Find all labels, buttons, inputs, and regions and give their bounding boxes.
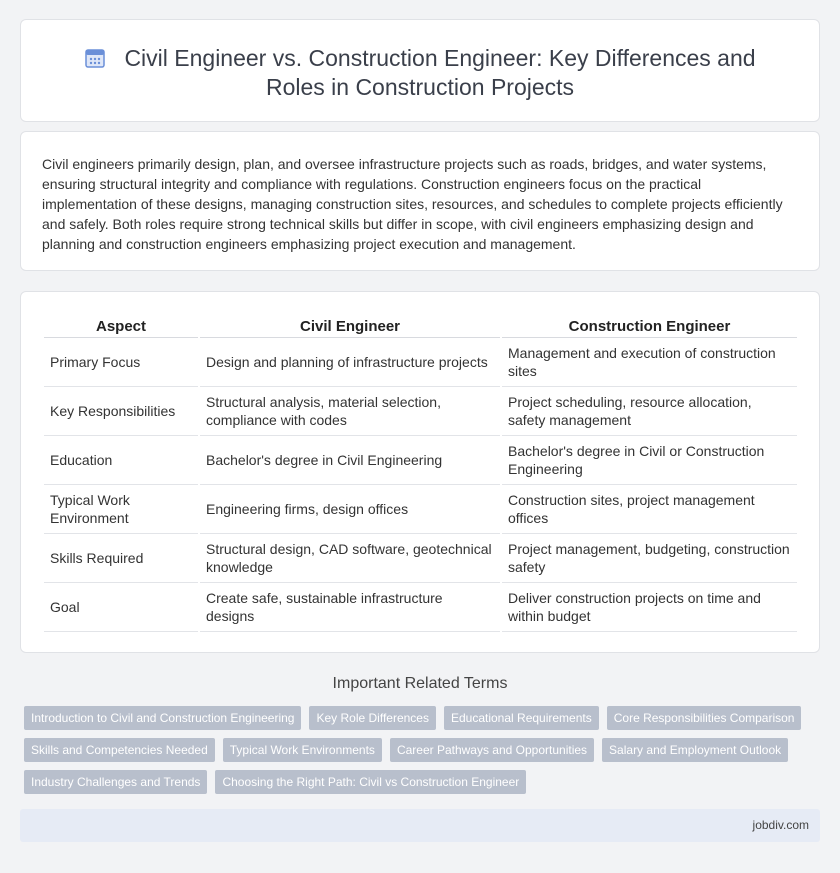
cell-civil: Create safe, sustainable infrastructure designs [200, 583, 500, 632]
related-terms-tags [24, 706, 814, 802]
table-row [44, 583, 797, 632]
footer-bar [20, 809, 820, 842]
cell-aspect: Key Responsibilities [44, 387, 198, 436]
related-term-tag[interactable]: Skills and Competencies Needed [24, 738, 215, 762]
related-term-tag[interactable]: Core Responsibilities Comparison [607, 706, 802, 730]
cell-construction: Bachelor's degree in Civil or Construction Engineering [502, 436, 797, 485]
header-card [20, 19, 820, 122]
cell-construction: Project management, budgeting, construction safety [502, 534, 797, 583]
related-term-tag[interactable]: Industry Challenges and Trends [24, 770, 207, 794]
table-row [44, 338, 797, 387]
comparison-table [42, 314, 799, 632]
related-term-tag[interactable]: Typical Work Environments [223, 738, 382, 762]
header-civil-engineer: Civil Engineer [200, 314, 500, 338]
cell-aspect: Goal [44, 583, 198, 632]
related-term-tag[interactable]: Choosing the Right Path: Civil vs Construction Engineer [215, 770, 526, 794]
related-term-tag[interactable]: Key Role Differences [309, 706, 436, 730]
tag-row [24, 770, 814, 794]
cell-construction: Deliver construction projects on time and within budget [502, 583, 797, 632]
table-row [44, 534, 797, 583]
comparison-table-card [20, 291, 820, 653]
header-construction-engineer: Construction Engineer [502, 314, 797, 338]
page-title-text: Civil Engineer vs. Construction Engineer: Key Differences and Roles in Construction Projects [124, 45, 756, 100]
footer-site-link[interactable]: jobdiv.com [752, 818, 809, 832]
cell-construction: Construction sites, project management offices [502, 485, 797, 534]
related-term-tag[interactable]: Salary and Employment Outlook [602, 738, 788, 762]
cell-civil: Design and planning of infrastructure projects [200, 338, 500, 387]
calendar-icon [84, 47, 106, 69]
tag-row [24, 706, 814, 730]
cell-civil: Engineering firms, design offices [200, 485, 500, 534]
tag-row [24, 738, 814, 762]
related-term-tag[interactable]: Educational Requirements [444, 706, 599, 730]
related-term-tag[interactable]: Introduction to Civil and Construction Engineering [24, 706, 301, 730]
cell-construction: Management and execution of construction sites [502, 338, 797, 387]
cell-aspect: Typical Work Environment [44, 485, 198, 534]
related-term-tag[interactable]: Career Pathways and Opportunities [390, 738, 594, 762]
table-row [44, 485, 797, 534]
intro-card [20, 131, 820, 271]
cell-aspect: Primary Focus [44, 338, 198, 387]
cell-aspect: Skills Required [44, 534, 198, 583]
cell-civil: Structural design, CAD software, geotechnical knowledge [200, 534, 500, 583]
cell-construction: Project scheduling, resource allocation, safety management [502, 387, 797, 436]
page-title [60, 44, 780, 102]
table-row [44, 387, 797, 436]
table-row [44, 436, 797, 485]
cell-civil: Bachelor's degree in Civil Engineering [200, 436, 500, 485]
related-terms-heading: Important Related Terms [332, 675, 508, 692]
table-header-row [44, 314, 797, 338]
header-aspect: Aspect [44, 314, 198, 338]
cell-civil: Structural analysis, material selection, compliance with codes [200, 387, 500, 436]
intro-paragraph: Civil engineers primarily design, plan, and oversee infrastructure projects such as roads, bridges, and water systems, ensuring structural integrity and compliance with regulations. Construction engineers focus on the practical implementation of these designs, managing construction sites, resources, and schedules to complete projects efficiently and safely. Both roles require strong technical skills but differ in scope, with civil engineers emphasizing design and planning and construction engineers emphasizing project execution and management. [42, 156, 783, 252]
cell-aspect: Education [44, 436, 198, 485]
